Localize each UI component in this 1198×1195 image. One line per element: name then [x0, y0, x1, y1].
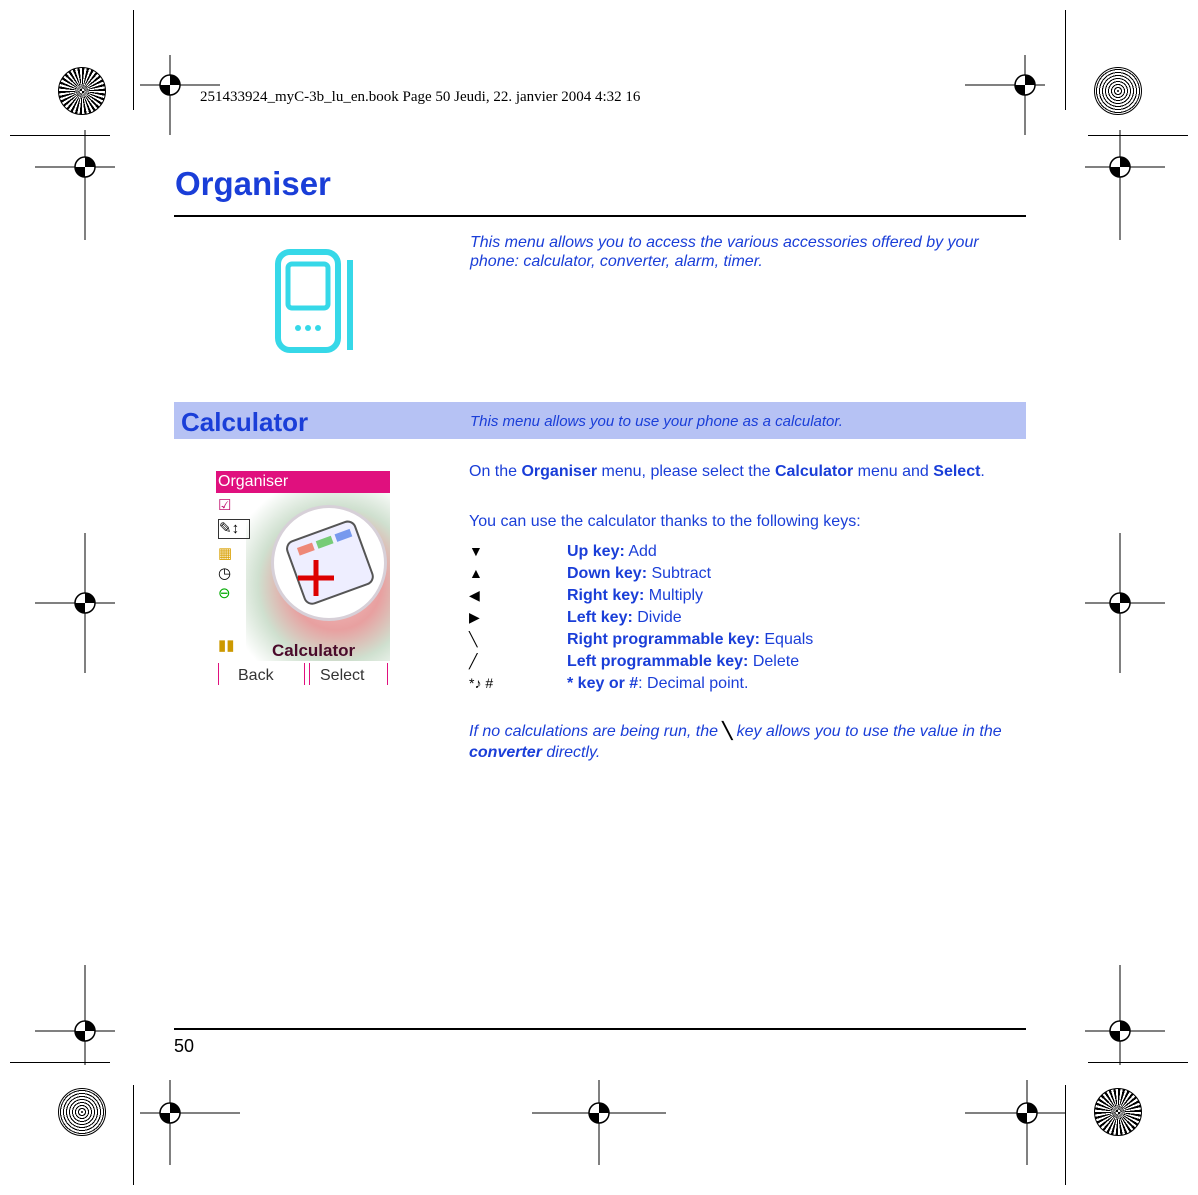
timer-icon: ⊖ — [218, 585, 231, 602]
crosshair-icon — [35, 533, 115, 673]
crosshair-icon — [35, 965, 115, 1065]
crosshair-icon — [965, 1080, 1065, 1165]
crosshair-icon — [1085, 130, 1165, 240]
print-header: 251433924_myC-3b_lu_en.book Page 50 Jeudi, 22. janvier 2004 4:32 16 — [200, 89, 641, 105]
down-key-icon: ▲ — [469, 565, 483, 581]
crosshair-icon — [35, 130, 115, 240]
right-softkey-icon: ╲ — [722, 723, 733, 740]
registration-rosette-bottom-right — [1094, 1088, 1142, 1136]
section-header — [174, 402, 1026, 439]
crosshair-icon — [965, 55, 1045, 135]
instruction-paragraph-1: On the Organiser menu, please select the Calculator menu and Select. — [469, 463, 985, 480]
converter-icon: ▦ — [218, 545, 233, 562]
memo-icon: ☑ — [218, 497, 232, 514]
right-softkey-icon: ╲ — [469, 631, 478, 647]
intro-text: This menu allows you to access the various accessories offered by your phone: calculator, converter, alarm, timer. — [470, 234, 979, 270]
chart-icon: ▮▮ — [218, 637, 235, 654]
right-key-icon: ◀ — [469, 587, 480, 603]
crosshair-icon — [1085, 533, 1165, 673]
instruction-paragraph-2: You can use the calculator thanks to the following keys: — [469, 513, 861, 530]
up-key-icon: ▼ — [469, 543, 483, 559]
organiser-icon — [272, 246, 368, 354]
star-hash-key-icon: *♪ # — [469, 675, 494, 691]
section-title: Calculator — [181, 407, 309, 437]
left-softkey-icon: ╱ — [469, 653, 478, 669]
page-title: Organiser — [175, 165, 331, 202]
registration-rosette-top-left — [58, 67, 106, 115]
screen-item-label: Calculator — [272, 641, 356, 660]
back-softkey[interactable]: Back — [238, 667, 274, 684]
footnote: If no calculations are being run, the ╲ key allows you to use the value in the converter directly. — [469, 723, 1002, 761]
registration-rosette-bottom-left — [58, 1088, 106, 1136]
title-rule — [174, 215, 1026, 217]
left-key-icon: ▶ — [469, 609, 480, 625]
clock-icon: ◷ — [218, 565, 232, 582]
phone-screen — [216, 471, 390, 687]
select-softkey[interactable]: Select — [320, 667, 365, 684]
crosshair-icon — [1085, 965, 1165, 1065]
crosshair-icon — [532, 1080, 666, 1165]
footer-rule — [174, 1028, 1026, 1030]
page-number: 50 — [174, 1036, 195, 1056]
registration-rosette-top-right — [1094, 67, 1142, 115]
crosshair-icon — [140, 1080, 240, 1165]
calculator-icon — [274, 508, 384, 618]
calculator-illustration — [271, 505, 387, 621]
screen-title: Organiser — [216, 471, 390, 493]
calendar-icon: ✎↕ — [218, 519, 250, 539]
section-description: This menu allows you to use your phone as a calculator. — [470, 413, 843, 430]
